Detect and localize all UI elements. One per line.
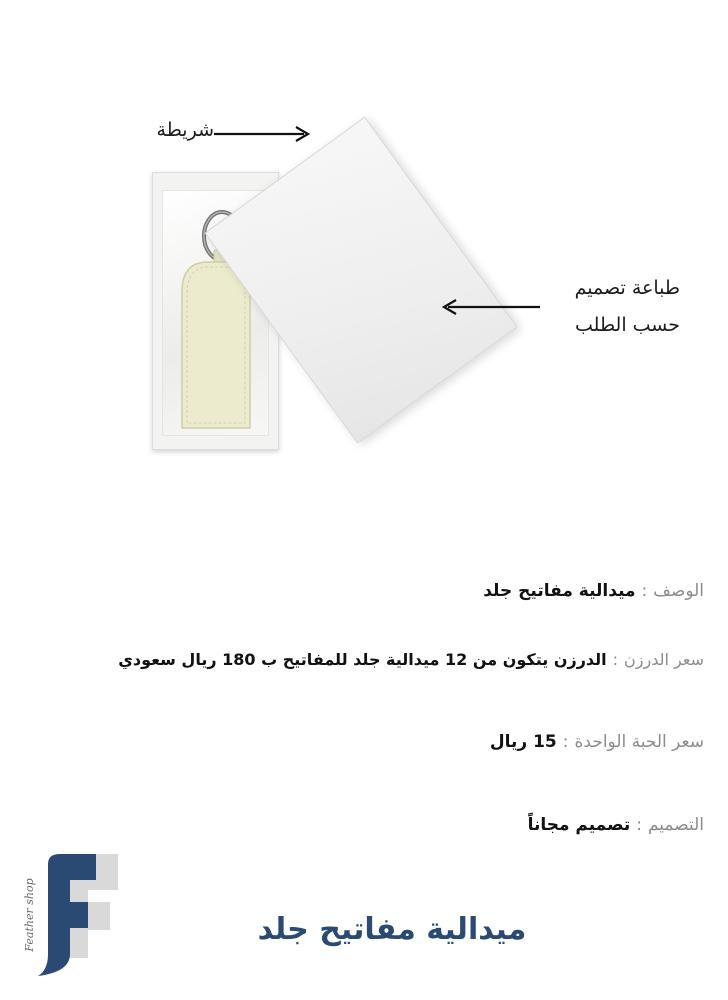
detail-design: التصميم:تصميم مجاناً xyxy=(527,815,704,835)
detail-value: تصميم مجاناً xyxy=(527,815,631,835)
ribbon-arrow xyxy=(200,120,320,150)
print-arrow xyxy=(438,295,548,321)
detail-key: سعر الدرزن xyxy=(624,650,704,669)
detail-description: الوصف:ميدالية مفاتيح جلد xyxy=(483,581,704,601)
detail-value: الدرزن يتكون من 12 ميدالية جلد للمفاتيح ب 180 ريال سعودي xyxy=(118,650,607,669)
ribbon-label: شريطة xyxy=(156,119,214,141)
detail-key: التصميم xyxy=(647,815,704,835)
detail-value: ميدالية مفاتيح جلد xyxy=(483,581,636,601)
brand-logo xyxy=(30,850,122,980)
logo-script-text: Feather shop xyxy=(23,878,36,952)
detail-value: 15 ريال xyxy=(489,732,557,752)
detail-key: سعر الحبة الواحدة xyxy=(574,732,704,752)
print-label-line2: حسب الطلب xyxy=(575,314,680,336)
footer-title: ميدالية مفاتيح جلد xyxy=(257,912,527,947)
detail-dozen-price: سعر الدرزن:الدرزن يتكون من 12 ميدالية جلد للمفاتيح ب 180 ريال سعودي xyxy=(118,650,704,669)
print-label-line1: طباعة تصميم xyxy=(574,277,680,299)
leather-tag xyxy=(182,262,250,428)
detail-unit-price: سعر الحبة الواحدة:15 ريال xyxy=(489,732,704,752)
detail-key: الوصف xyxy=(653,581,704,601)
